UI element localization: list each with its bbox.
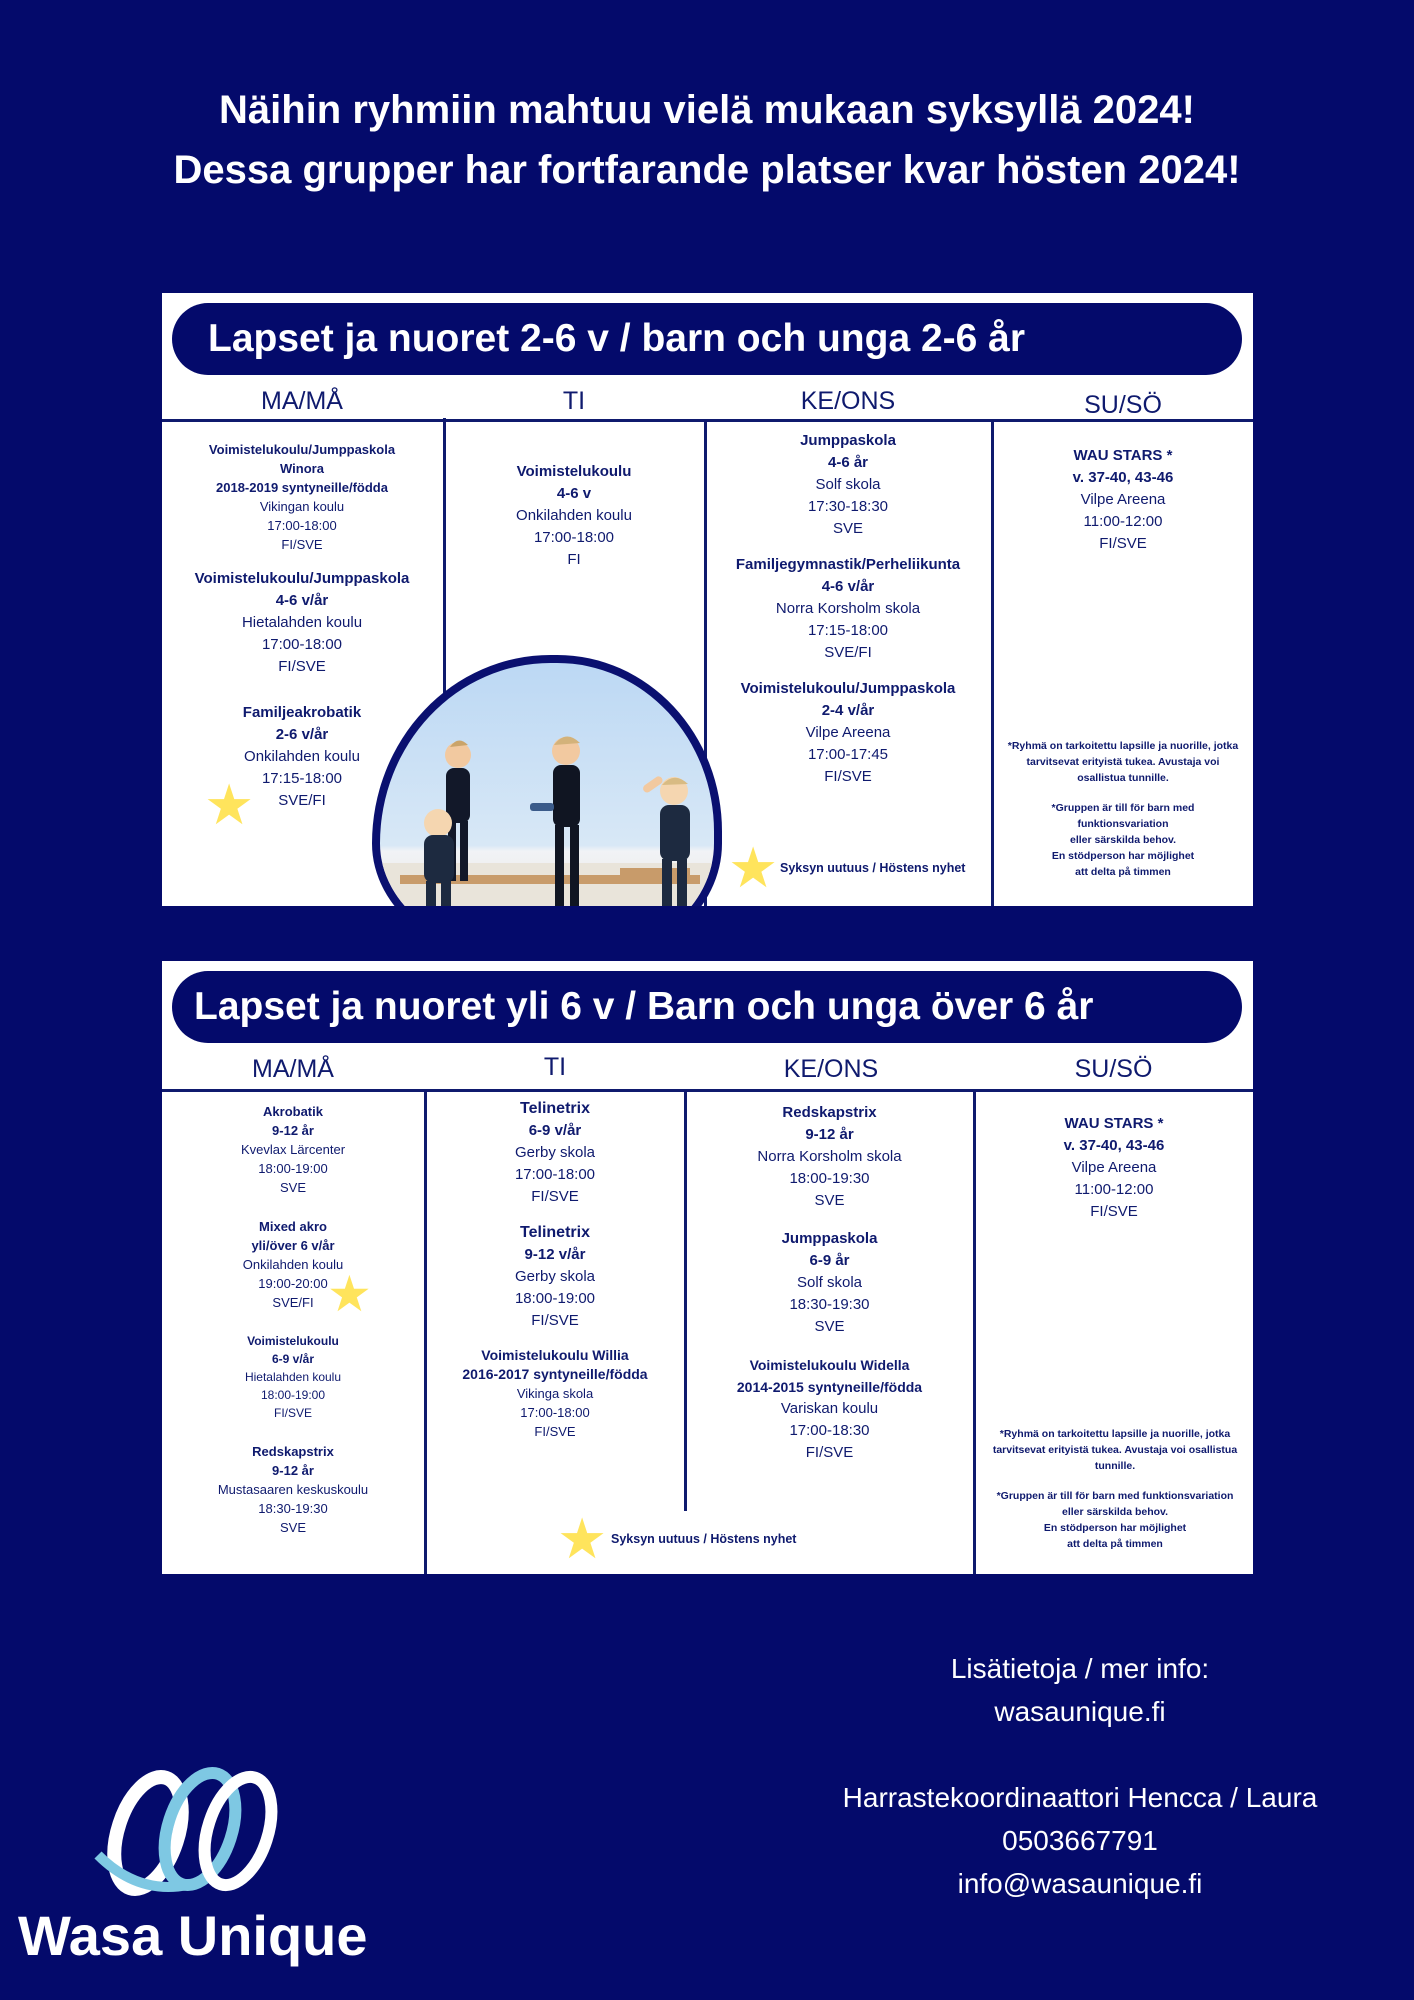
class-time: 17:15-18:00 <box>261 770 343 787</box>
class-name: Redskapstrix <box>782 1104 877 1121</box>
monday-column <box>162 440 442 830</box>
wasa-unique-logo <box>18 1765 378 1975</box>
class-entry <box>426 1222 684 1332</box>
note-line: att delta på timmen <box>1067 1538 1163 1550</box>
class-language: FI/SVE <box>531 1312 579 1329</box>
page-headline <box>0 80 1414 200</box>
class-time: 17:00-18:00 <box>520 1405 590 1420</box>
class-time: 18:00-19:30 <box>789 1170 870 1187</box>
class-entry <box>706 554 990 664</box>
class-name: Voimistelukoulu <box>247 1334 339 1348</box>
class-name: Voimistelukoulu <box>516 463 632 480</box>
class-language: FI/SVE <box>1099 535 1147 552</box>
class-location: Solf skola <box>815 476 881 493</box>
class-language: SVE/FI <box>824 644 872 661</box>
new-class-legend: Syksyn uutuus / Höstens nyhet <box>611 1532 797 1546</box>
note-line: eller särskilda behov. <box>1061 1506 1169 1518</box>
sunday-column <box>975 1113 1253 1241</box>
class-age: 4-6 år <box>827 454 869 471</box>
wednesday-column <box>686 1102 973 1482</box>
panel-title: Lapset ja nuoret yli 6 v / Barn och unga över 6 år <box>172 971 1242 1043</box>
class-time: 17:00-18:00 <box>267 518 337 533</box>
special-group-note <box>1002 738 1244 880</box>
class-age: 9-12 år <box>272 1123 314 1138</box>
class-location: Mustasaaren keskuskoulu <box>217 1482 369 1497</box>
class-language: FI/SVE <box>278 658 326 675</box>
class-language: FI <box>567 551 581 568</box>
logo-ribbon-icon <box>88 1765 328 1905</box>
class-name: Familjeakrobatik <box>242 704 362 721</box>
day-header-sunday: SU/SÖ <box>1074 1055 1153 1083</box>
note-finnish: *Ryhmä on tarkoitettu lapsille ja nuorille, jotka tarvitsevat erityistä tukea. Avustaja voi osallistua tunnille. <box>1007 740 1239 784</box>
class-age: 4-6 v/år <box>275 592 329 609</box>
class-language: SVE <box>279 1520 306 1535</box>
email-link[interactable]: info@wasaunique.fi <box>957 1868 1203 1899</box>
class-entry <box>686 1102 973 1212</box>
class-time: 17:00-18:00 <box>514 1166 596 1183</box>
note-line: funktionsvariation <box>1077 818 1169 830</box>
day-header-sunday: SU/SÖ <box>1084 391 1162 419</box>
class-location: Vikinga skola <box>516 1386 594 1401</box>
website-link[interactable]: wasaunique.fi <box>994 1696 1166 1727</box>
class-name: WAU STARS * <box>1073 447 1173 464</box>
class-age: 6-9 v/år <box>528 1122 582 1139</box>
class-time: 17:00-18:00 <box>261 636 343 653</box>
class-location: Onkilahden koulu <box>242 1257 344 1272</box>
class-name: Redskapstrix <box>252 1444 334 1459</box>
class-entry <box>426 1346 684 1441</box>
class-entry <box>686 1354 973 1464</box>
panel-title: Lapset ja nuoret 2-6 v / barn och unga 2-6 år <box>172 303 1242 375</box>
note-line: *Gruppen är till för barn med <box>1051 802 1195 814</box>
class-language: FI/SVE <box>273 1406 312 1420</box>
class-entry <box>162 1102 424 1197</box>
class-name: Voimistelukoulu Widella <box>749 1357 910 1373</box>
class-name: Jumppaskola <box>781 1230 878 1247</box>
note-line: eller särskilda behov. <box>1069 834 1177 846</box>
class-time: 17:00-18:00 <box>533 529 615 546</box>
class-entry <box>686 1228 973 1338</box>
class-age: 4-6 v/år <box>821 578 875 595</box>
class-location: Onkilahden koulu <box>244 748 360 765</box>
new-star-icon: ★ <box>728 836 779 899</box>
more-info-label: Lisätietoja / mer info: <box>950 1653 1210 1684</box>
contact-block <box>790 1776 1370 1905</box>
class-time: 18:30-19:30 <box>258 1501 328 1516</box>
day-header-wednesday: KE/ONS <box>800 387 896 415</box>
class-language: SVE <box>279 1180 306 1195</box>
header-divider <box>162 1089 1253 1092</box>
class-age: 2014-2015 syntyneille/födda <box>736 1379 923 1395</box>
note-line: En stödperson har möjlighet <box>1043 1522 1187 1534</box>
class-time: 18:00-19:00 <box>258 1161 328 1176</box>
class-entry <box>162 1442 424 1537</box>
class-time: 17:30-18:30 <box>807 498 889 515</box>
class-age: 9-12 v/år <box>524 1246 586 1263</box>
class-entry <box>706 430 990 540</box>
monday-column <box>162 1102 424 1555</box>
headline-swedish: Dessa grupper har fortfarande platser kvar hösten 2024! <box>173 148 1241 192</box>
day-header-monday: MA/MÅ <box>261 387 343 415</box>
class-location: Norra Korsholm skola <box>775 600 921 617</box>
class-language: FI/SVE <box>1090 1203 1138 1220</box>
class-name: Mixed akro <box>259 1219 327 1234</box>
class-language: SVE/FI <box>272 1295 314 1310</box>
class-language: SVE <box>814 1318 845 1335</box>
schedule-panel-over-6 <box>162 961 1253 1574</box>
class-language: FI/SVE <box>281 537 323 552</box>
class-entry <box>445 461 703 571</box>
class-language: FI/SVE <box>805 1444 854 1461</box>
class-location: Onkilahden koulu <box>516 507 632 524</box>
new-class-legend: Syksyn uutuus / Höstens nyhet <box>780 861 966 875</box>
note-swedish <box>982 1488 1248 1552</box>
class-time: 19:00-20:00 <box>258 1276 328 1291</box>
class-age: 2018-2019 syntyneille/födda <box>216 480 388 495</box>
class-entry <box>975 1113 1253 1223</box>
special-group-note <box>982 1426 1248 1552</box>
class-location: Gerby skola <box>514 1144 596 1161</box>
class-language: FI/SVE <box>531 1188 579 1205</box>
class-location: Vilpe Areena <box>805 724 891 741</box>
header-divider <box>162 419 1253 422</box>
day-header-wednesday: KE/ONS <box>783 1055 879 1083</box>
note-swedish <box>1002 800 1244 880</box>
class-entry <box>162 568 442 678</box>
class-location: Vilpe Areena <box>1080 491 1166 508</box>
class-language: SVE <box>814 1192 845 1209</box>
class-time: 17:15-18:00 <box>807 622 889 639</box>
class-entry <box>162 1217 424 1312</box>
class-entry <box>162 440 442 554</box>
tuesday-column <box>445 461 703 589</box>
class-entry <box>162 1332 424 1422</box>
class-name: Jumppaskola <box>800 432 896 449</box>
class-entry <box>993 445 1253 555</box>
note-line: En stödperson har möjlighet <box>1051 850 1195 862</box>
class-name: Voimistelukoulu/Jumppaskola <box>208 442 396 457</box>
class-subname: Winora <box>280 461 324 476</box>
class-time: 17:00-17:45 <box>807 746 889 763</box>
class-location: Solf skola <box>796 1274 863 1291</box>
class-time: 18:00-19:00 <box>260 1388 326 1402</box>
class-age: 2-4 v/år <box>821 702 875 719</box>
more-info-block <box>790 1647 1370 1733</box>
new-star-icon: ★ <box>204 773 255 836</box>
class-entry <box>426 1098 684 1208</box>
class-name: WAU STARS * <box>1064 1115 1164 1132</box>
class-name: Voimistelukoulu/Jumppaskola <box>740 680 956 697</box>
schedule-panel-2-6 <box>162 293 1253 906</box>
class-name: Telinetrix <box>520 1224 590 1241</box>
tuesday-column <box>426 1098 684 1459</box>
class-name: Familjegymnastik/Perheliikunta <box>735 556 961 573</box>
new-star-icon: ★ <box>557 1507 608 1570</box>
class-location: Vilpe Areena <box>1071 1159 1157 1176</box>
class-location: Hietalahden koulu <box>241 614 363 631</box>
class-age: 2016-2017 syntyneille/födda <box>462 1366 648 1382</box>
class-location: Norra Korsholm skola <box>757 1148 902 1165</box>
class-location: Hietalahden koulu <box>244 1370 342 1384</box>
note-finnish: *Ryhmä on tarkoitettu lapsille ja nuorille, jotka tarvitsevat erityistä tukea. Avustaja voi osallistua tunnille. <box>992 1428 1238 1472</box>
headline-finnish: Näihin ryhmiin mahtuu vielä mukaan syksyllä 2024! <box>219 88 1195 132</box>
class-age: yli/över 6 v/år <box>251 1238 335 1253</box>
class-name: Akrobatik <box>263 1104 323 1119</box>
logo-wordmark: Wasa Unique <box>18 1904 368 1967</box>
class-weeks: v. 37-40, 43-46 <box>1072 469 1174 486</box>
class-language: SVE/FI <box>278 792 326 809</box>
class-age: 2-6 v/år <box>275 726 329 743</box>
class-language: FI/SVE <box>824 768 872 785</box>
class-time: 11:00-12:00 <box>1083 513 1163 530</box>
class-name: Voimistelukoulu Willia <box>481 1347 629 1363</box>
class-name: Voimistelukoulu/Jumppaskola <box>194 570 410 587</box>
class-location: Variskan koulu <box>780 1400 879 1417</box>
class-age: 6-9 år <box>809 1252 850 1269</box>
class-age: 9-12 år <box>805 1126 854 1143</box>
class-time: 17:00-18:30 <box>789 1422 870 1439</box>
class-age: 4-6 v <box>556 485 592 502</box>
class-time: 18:00-19:00 <box>514 1290 596 1307</box>
class-location: Gerby skola <box>514 1268 596 1285</box>
class-weeks: v. 37-40, 43-46 <box>1063 1137 1165 1154</box>
sunday-column <box>993 445 1253 573</box>
note-line: *Gruppen är till för barn med funktionsvariation <box>996 1490 1234 1502</box>
day-header-monday: MA/MÅ <box>252 1055 334 1083</box>
class-name: Telinetrix <box>520 1100 590 1117</box>
new-star-icon: ★ <box>327 1266 372 1322</box>
class-location: Vikingan koulu <box>259 499 345 514</box>
class-language: SVE <box>832 520 863 537</box>
class-age: 9-12 år <box>272 1463 314 1478</box>
coordinator-name: Harrastekoordinaattori Hencca / Laura <box>842 1782 1318 1813</box>
class-time: 18:30-19:30 <box>789 1296 870 1313</box>
note-line: att delta på timmen <box>1075 866 1171 878</box>
class-language: FI/SVE <box>534 1424 576 1439</box>
phone-number[interactable]: 0503667791 <box>1002 1825 1158 1856</box>
class-age: 6-9 v/år <box>271 1352 315 1366</box>
day-header-tuesday: TI <box>543 1053 567 1081</box>
wednesday-column <box>706 430 990 806</box>
class-entry <box>706 678 990 788</box>
class-time: 11:00-12:00 <box>1074 1181 1154 1198</box>
day-header-tuesday: TI <box>562 387 586 415</box>
class-location: Kvevlax Lärcenter <box>240 1142 346 1157</box>
